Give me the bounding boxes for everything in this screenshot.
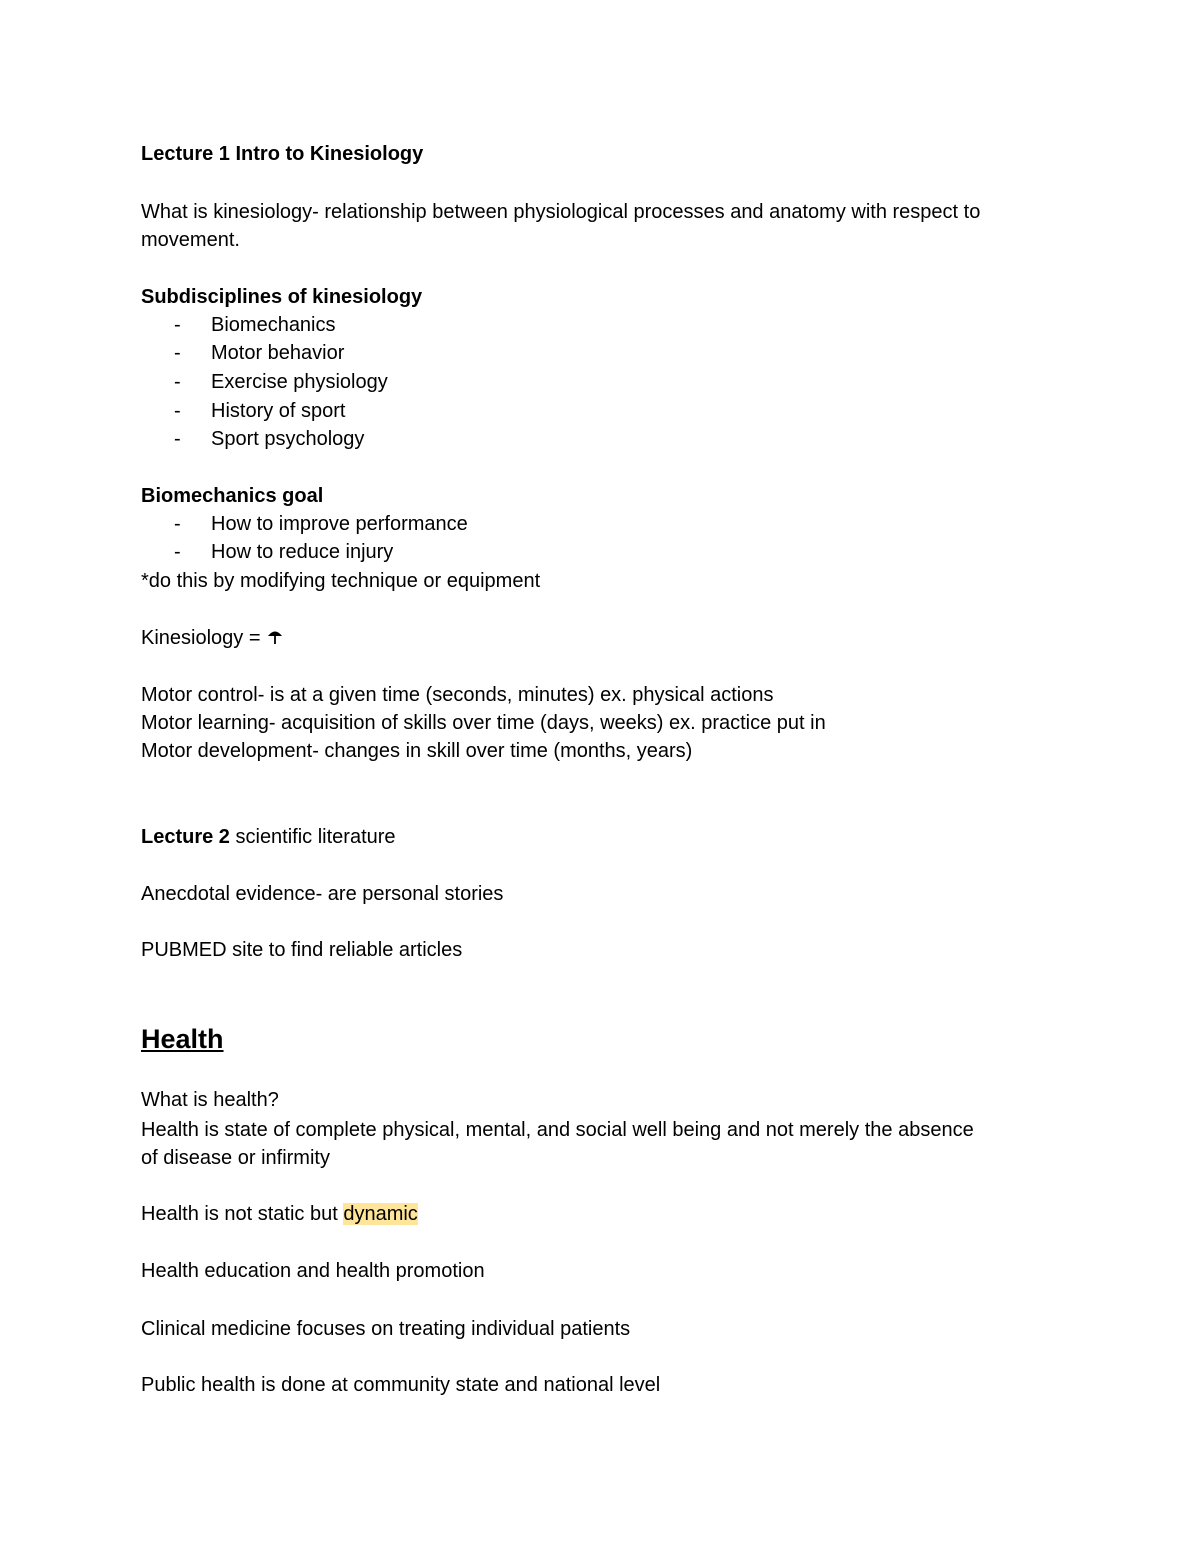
- list-bullet: -: [174, 400, 181, 422]
- subdisciplines-heading: Subdisciplines of kinesiology: [141, 286, 423, 308]
- list-bullet: -: [174, 342, 181, 364]
- list-bullet: -: [174, 314, 181, 336]
- pubmed-text: PUBMED site to find reliable articles: [141, 939, 463, 961]
- kinesiology-equals-text: Kinesiology =: [141, 627, 261, 649]
- public-health-text: Public health is done at community state and national level: [141, 1374, 661, 1396]
- anecdotal-evidence-text: Anecdotal evidence- are personal stories: [141, 883, 504, 905]
- kinesiology-definition-line1: What is kinesiology- relationship between physiological processes and anatomy with respect to: [141, 201, 981, 223]
- motor-learning-text: Motor learning- acquisition of skills over time (days, weeks) ex. practice put in: [141, 712, 826, 734]
- biomechanics-goal-heading: Biomechanics goal: [141, 485, 324, 507]
- motor-development-text: Motor development- changes in skill over time (months, years): [141, 740, 693, 762]
- health-definition-line1: Health is state of complete physical, mental, and social well being and not merely the absence: [141, 1119, 974, 1141]
- lecture1-title: Lecture 1 Intro to Kinesiology: [141, 143, 424, 165]
- list-item-text: Biomechanics: [211, 314, 336, 336]
- kinesiology-equals-line: [141, 624, 283, 652]
- list-bullet: -: [174, 513, 181, 535]
- kinesiology-definition-line2: movement.: [141, 229, 240, 251]
- motor-control-text: Motor control- is at a given time (seconds, minutes) ex. physical actions: [141, 684, 774, 706]
- biomechanics-note: *do this by modifying technique or equipment: [141, 570, 541, 592]
- list-item-text: Sport psychology: [211, 428, 365, 450]
- lecture2-topic: scientific literature: [229, 826, 396, 848]
- list-item-text: History of sport: [211, 400, 346, 422]
- health-education-text: Health education and health promotion: [141, 1260, 485, 1282]
- health-dynamic-line: [141, 1200, 418, 1228]
- clinical-medicine-text: Clinical medicine focuses on treating individual patients: [141, 1318, 631, 1340]
- list-bullet: -: [174, 371, 181, 393]
- health-dynamic-prefix: Health is not static but: [141, 1203, 344, 1225]
- list-item-text: Motor behavior: [211, 342, 345, 364]
- umbrella-icon: [267, 626, 283, 644]
- health-definition-line2: of disease or infirmity: [141, 1147, 330, 1169]
- list-bullet: -: [174, 541, 181, 563]
- lecture2-title: [141, 823, 396, 851]
- lecture2-label: Lecture 2: [141, 826, 230, 848]
- highlighted-word: dynamic: [343, 1203, 418, 1225]
- health-question: What is health?: [141, 1089, 279, 1111]
- health-heading: Health: [141, 1024, 224, 1054]
- list-item-text: How to improve performance: [211, 513, 468, 535]
- list-bullet: -: [174, 428, 181, 450]
- list-item-text: Exercise physiology: [211, 371, 388, 393]
- list-item-text: How to reduce injury: [211, 541, 394, 563]
